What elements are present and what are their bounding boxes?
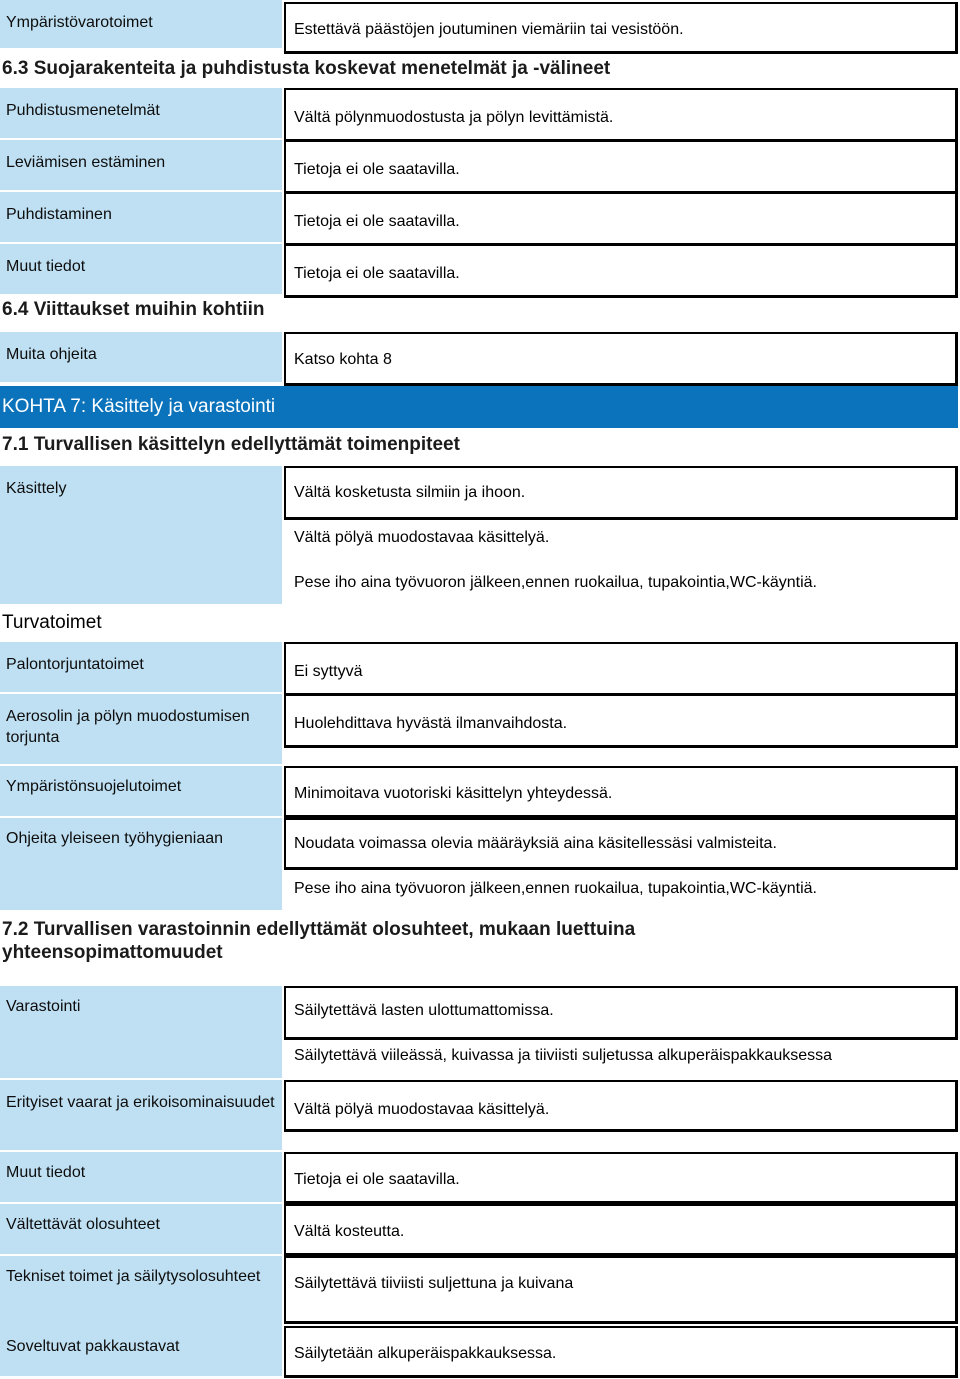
- label-cleaning-methods: Puhdistusmenetelmät: [0, 88, 282, 138]
- value-technical-measures: Säilytettävä tiiviisti suljettuna ja kuivana: [284, 1256, 958, 1324]
- label-firefighting: Palontorjuntatoimet: [0, 642, 282, 692]
- value-aerosol-dust: Huolehdittava hyvästä ilmanvaihdosta.: [284, 694, 958, 748]
- section-7-2-title: 7.2 Turvallisen varastoinnin edellyttämät olosuhteet, mukaan luettuina yhteensopimattomuudet: [2, 919, 636, 963]
- section-6-3-title: 6.3 Suojarakenteita ja puhdistusta koskevat menetelmät ja -välineet: [2, 58, 611, 79]
- label-environment-protection: Ympäristönsuojelutoimet: [0, 766, 282, 816]
- value-environment-protection: Minimoitava vuotoriski käsittelyn yhteydessä.: [284, 766, 958, 818]
- safety-measures-title: Turvatoimet: [2, 612, 102, 633]
- value-containment: Tietoja ei ole saatavilla.: [284, 140, 958, 194]
- value-handling-line-2: Vältä pölyä muodostavaa käsittelyä.: [294, 529, 550, 546]
- value-other-info-6-3: Tietoja ei ole saatavilla.: [284, 244, 958, 298]
- value-hygiene-line-2: Pese iho aina työvuoron jälkeen,ennen ruokailua, tupakointia,WC-käyntiä.: [294, 880, 817, 897]
- value-hygiene-line-1: Noudata voimassa olevia määräyksiä aina käsitellessäsi valmisteita.: [294, 835, 777, 852]
- value-packaging: Säilytetään alkuperäispakkauksessa.: [284, 1326, 958, 1378]
- label-packaging: Soveltuvat pakkaustavat: [0, 1326, 282, 1376]
- label-hygiene: Ohjeita yleiseen työhygieniaan: [0, 818, 282, 910]
- label-cleaning: Puhdistaminen: [0, 192, 282, 242]
- value-cleaning: Tietoja ei ole saatavilla.: [284, 192, 958, 246]
- label-technical-measures: Tekniset toimet ja säilytysolosuhteet: [0, 1256, 282, 1326]
- value-special-hazards: Vältä pölyä muodostavaa käsittelyä.: [284, 1080, 958, 1132]
- value-firefighting: Ei syttyvä: [284, 642, 958, 696]
- value-other-info-7-2: Tietoja ei ole saatavilla.: [284, 1152, 958, 1204]
- label-environmental-precautions: Ympäristövarotoimet: [0, 0, 282, 48]
- label-containment: Leviämisen estäminen: [0, 140, 282, 190]
- label-other-info-7-2: Muut tiedot: [0, 1152, 282, 1202]
- value-storage-line-1: Säilytettävä lasten ulottumattomissa.: [294, 1002, 554, 1019]
- value-handling-line-3: Pese iho aina työvuoron jälkeen,ennen ruokailua, tupakointia,WC-käyntiä.: [294, 574, 817, 591]
- value-other-instructions: Katso kohta 8: [284, 332, 958, 386]
- label-other-instructions: Muita ohjeita: [0, 332, 282, 382]
- value-handling-line-1: Vältä kosketusta silmiin ja ihoon.: [294, 484, 526, 501]
- label-other-info-6-3: Muut tiedot: [0, 244, 282, 294]
- label-storage: Varastointi: [0, 986, 282, 1078]
- section-7-1-title: 7.1 Turvallisen käsittelyn edellyttämät toimenpiteet: [2, 434, 460, 455]
- value-storage-line-2: Säilytettävä viileässä, kuivassa ja tiiviisti suljetussa alkuperäispakkauksessa: [294, 1047, 833, 1064]
- section-7-banner: KOHTA 7: Käsittely ja varastointi: [0, 386, 958, 428]
- value-environmental-precautions: Estettävä päästöjen joutuminen viemäriin tai vesistöön.: [284, 2, 958, 54]
- label-aerosol-dust: Aerosolin ja pölyn muodostumisen torjunta: [0, 694, 282, 764]
- label-special-hazards: Erityiset vaarat ja erikoisominaisuudet: [0, 1080, 282, 1150]
- value-cleaning-methods: Vältä pölynmuodostusta ja pölyn levittämistä.: [284, 88, 958, 142]
- label-handling: Käsittely: [0, 466, 282, 604]
- value-conditions-to-avoid: Vältä kosteutta.: [284, 1204, 958, 1256]
- label-conditions-to-avoid: Vältettävät olosuhteet: [0, 1204, 282, 1254]
- section-6-4-title: 6.4 Viittaukset muihin kohtiin: [2, 299, 265, 320]
